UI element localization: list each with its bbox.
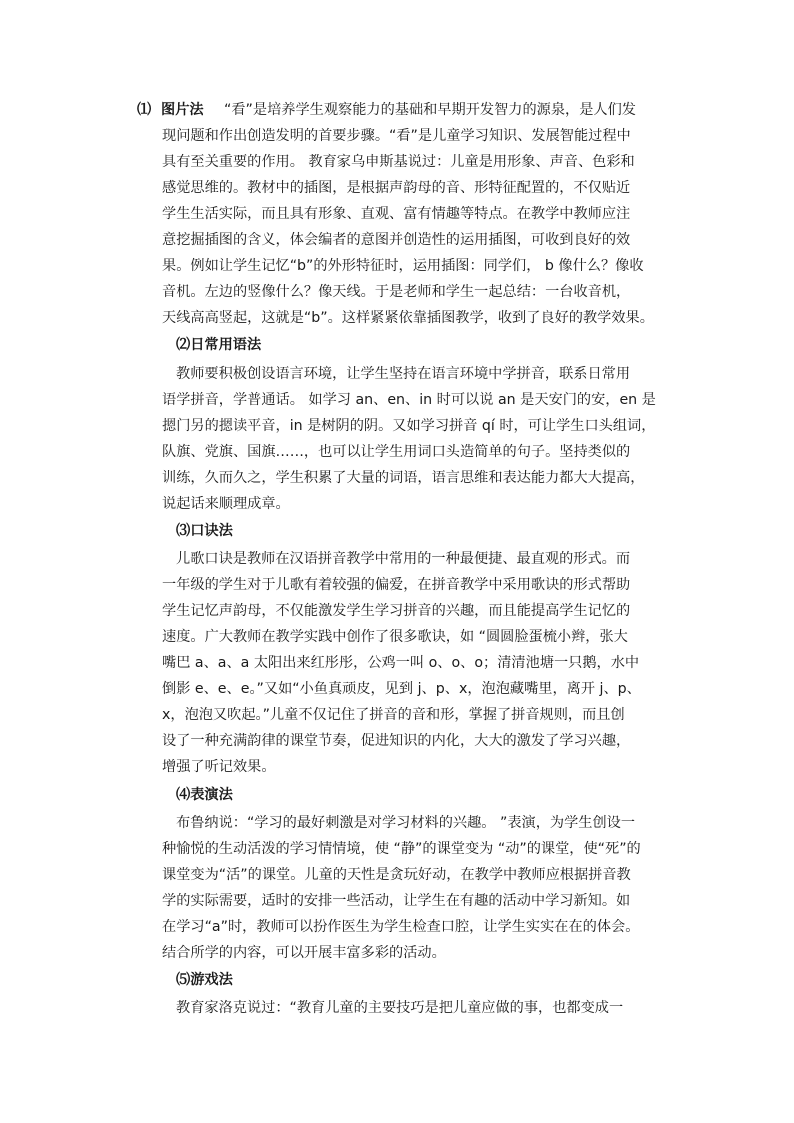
section-1-marker: ⑴ xyxy=(137,102,152,118)
section-4-line: 布鲁纳说：“学习的最好刺激是对学习材料的兴趣。 ”表演，为学生创设一 xyxy=(176,815,636,831)
section-1-line: 感觉思维的。教材中的插图，是根据声韵母的音、形特征配置的，不仅贴近 xyxy=(162,180,631,196)
section-1-line: 意挖掘插图的含义，体会编者的意图并创造性的运用插图，可收到良好的效 xyxy=(162,232,631,248)
section-3-line: 倒影 e、e、e。”又如“小鱼真顽皮，见到 j、p、x，泡泡藏嘴里，离开 j、p、 xyxy=(162,681,641,697)
section-1-line: 学生生活实际，而且具有形象、直观、富有情趣等特点。在教学中教师应注 xyxy=(162,206,631,222)
section-2-line: 队旗、党旗、国旗……，也可以让学生用词口头造简单的句子。坚持类似的 xyxy=(162,444,631,460)
section-4-line: 学的实际需要，适时的安排一些活动，让学生在有趣的活动中学习新知。如 xyxy=(162,893,631,909)
section-3-line: 增强了听记效果。 xyxy=(162,759,276,775)
section-1-line: 天线高高竖起，这就是“b”。这样紧紧依靠插图教学，收到了良好的教学效果。 xyxy=(162,310,654,326)
section-3-heading: ⑶口诀法 xyxy=(176,523,233,539)
section-3-line: 学生记忆声韵母，不仅能激发学生学习拼音的兴趣，而且能提高学生记忆的 xyxy=(162,603,631,619)
section-2-line: 训练，久而久之，学生积累了大量的词语，语言思维和表达能力都大大提高， xyxy=(162,470,645,486)
section-2-line: 摁门另的摁读平音，in 是树阴的阴。又如学习拼音 qí 时，可让学生口头组词， xyxy=(162,418,656,434)
section-1-line: 音机。左边的竖像什么？像天线。于是老师和学生一起总结：一台收音机， xyxy=(162,284,631,300)
section-3-line: 设了一种充满韵律的课堂节奏，促进知识的内化，大大的激发了学习兴趣， xyxy=(162,733,631,749)
section-1-title: 图片法 xyxy=(161,102,204,118)
section-5-heading: ⑸游戏法 xyxy=(176,972,233,988)
section-1-line: 具有至关重要的作用。 教育家乌申斯基说过：儿童是用形象、声音、色彩和 xyxy=(162,154,635,170)
section-3-line: 速度。广大教师在教学实践中创作了很多歌诀，如 “圆圆脸蛋梳小辫，张大 xyxy=(162,629,628,645)
section-1-line: 果。例如让学生记忆“b”的外形特征时，运用插图：同学们， b 像什么？像收 xyxy=(162,258,644,274)
section-1-line: “看”是培养学生观察能力的基础和早期开发智力的源泉，是人们发 xyxy=(224,102,636,118)
section-2-line: 教师要积极创设语言环境，让学生坚持在语言环境中学拼音，联系日常用 xyxy=(176,366,631,382)
section-4-line: 种愉悦的生动活泼的学习情情境，使 “静”的课堂变为 “动”的课堂，使“死”的 xyxy=(162,841,641,857)
section-3-line: x，泡泡又吹起。”儿童不仅记住了拼音的音和形，掌握了拼音规则，而且创 xyxy=(162,707,625,723)
section-4-line: 结合所学的内容，可以开展丰富多彩的活动。 xyxy=(162,945,446,961)
section-3-line: 儿歌口诀是教师在汉语拼音教学中常用的一种最便捷、最直观的形式。而 xyxy=(176,551,631,567)
section-2-heading: ⑵日常用语法 xyxy=(176,337,262,353)
section-2-line: 语学拼音，学普通话。 如学习 an、en、in 时可以说 an 是天安门的安，en 是 xyxy=(162,392,656,408)
section-2-line: 说起话来顺理成章。 xyxy=(162,496,290,512)
section-1-line: 现问题和作出创造发明的首要步骤。“看”是儿童学习知识、发展智能过程中 xyxy=(162,128,631,144)
section-4-heading: ⑷表演法 xyxy=(176,787,233,803)
section-3-line: 一年级的学生对于儿歌有着较强的偏爱，在拼音教学中采用歌诀的形式帮助 xyxy=(162,577,631,593)
section-5-line: 教育家洛克说过：“教育儿童的主要技巧是把儿童应做的事，也都变成一 xyxy=(176,1000,624,1016)
section-3-line: 嘴巴 a、a、a 太阳出来红彤彤，公鸡一叫 o、o、o；清清池塘一只鹅，水中 xyxy=(162,655,640,671)
section-4-line: 课堂变为“活”的课堂。儿童的天性是贪玩好动，在教学中教师应根据拼音教 xyxy=(162,867,631,883)
section-4-line: 在学习“a”时，教师可以扮作医生为学生检查口腔，让学生实实在在的体会。 xyxy=(162,919,640,935)
